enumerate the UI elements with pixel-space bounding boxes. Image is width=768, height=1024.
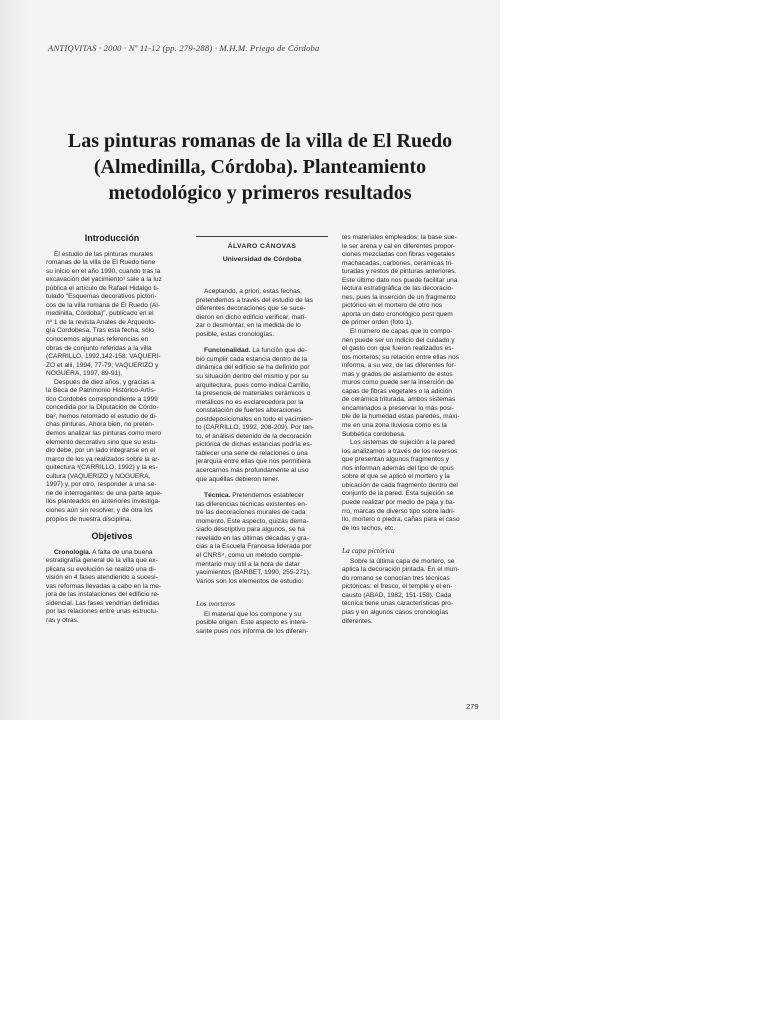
section-heading-objetivos: Objetivos — [91, 531, 133, 542]
text-line: me en una zona lluviosa como es la — [342, 422, 447, 430]
text-line: tre las decoraciones murales de cada — [196, 509, 306, 517]
text-line: sante pues nos informa de los diferen- — [196, 627, 309, 635]
title-line: (Almedinilla, Córdoba). Planteamiento — [93, 156, 427, 178]
text-line: pictórico en el mortero de otro nos — [342, 302, 443, 310]
text-line: pictóricas: el fresco, el temple y el en- — [342, 583, 453, 591]
paragraph — [342, 439, 474, 533]
text-line: Los sistemas de sujeción a la pared — [350, 439, 455, 447]
text-line: el gasto con que fueron realizados es- — [342, 345, 454, 353]
text-line: llo, mortero o piedra, cañas para el caso — [342, 516, 460, 524]
text-line: sidencial. Las fases vendrían definidas — [46, 599, 160, 607]
text-line: tablecer una serie de relaciones o una — [196, 449, 308, 457]
text-line: muros como puede ser la inserción de — [342, 379, 454, 387]
run-in-heading: Técnica. — [204, 492, 231, 500]
text-line: visión en 4 fases atendiendo a sucesi- — [46, 574, 158, 582]
title-line: Las pinturas romanas de la villa de El Ruedo — [67, 130, 453, 152]
text-line: ciones aún sin resolver, y de otra los — [46, 506, 153, 514]
text-line: elemento decorativo sino que su estu- — [46, 438, 158, 446]
text-line: su situación dentro del mismo y por su — [196, 373, 309, 381]
text-line: rro, marcas de diverso tipo sobre ladri- — [342, 507, 455, 515]
text-line: Después de diez años, y gracias a — [54, 378, 155, 386]
subsection-heading: La capa pictórica — [342, 546, 395, 556]
text-line: por las relaciones entre unas estructu- — [46, 608, 159, 616]
author-affiliation: Universidad de Córdoba — [222, 255, 302, 263]
text-line: estratigrafía general de la villa que ex- — [46, 557, 158, 565]
text-line: demos analizar las pinturas como mero — [46, 430, 162, 438]
article-title — [40, 128, 480, 206]
spacer — [196, 339, 328, 347]
paragraph — [46, 251, 178, 379]
text-line: jora de las instalaciones del edificio re- — [46, 591, 160, 599]
text-line: diferentes. — [342, 617, 373, 625]
text-line: dio debe, por un lado integrarse en el — [46, 447, 156, 455]
column-1 — [46, 234, 178, 626]
text-line: los analizamos a través de los reversos — [342, 447, 458, 455]
text-line: gía Cordobesa. Tras esta fecha, sólo — [46, 327, 154, 335]
text-line: El estudio de las pinturas murales — [54, 250, 153, 258]
text-line: propios de nuestra disciplina. — [46, 515, 132, 523]
text-line: postdeposicionales en todo el yacimien- — [196, 415, 313, 423]
text-line: de cerámica triturada, ambos sistemas — [342, 396, 456, 404]
text-line: técnica tiene unas características pro- — [342, 600, 454, 608]
run-in-heading: Cronología. — [54, 548, 91, 556]
text-line: chas pinturas. Ahora bien, no preten- — [46, 421, 155, 429]
text-line: Varios son los elementos de estudio: — [196, 577, 304, 585]
run-in-heading: Funcionalidad. — [204, 347, 251, 355]
spacer — [196, 484, 328, 492]
text-line: Sobre la última capa de mortero, se — [350, 557, 455, 565]
text-line: mas y grados de aislamiento de estos — [342, 370, 453, 378]
text-line: dinámica del edificio se ha definido por — [196, 364, 310, 372]
text-line: tulado "Esquemas decorativos pictóri- — [46, 293, 157, 301]
text-line: cias a la Escuela Francesa liderada por — [196, 543, 312, 551]
text-run: La función que de- — [250, 347, 307, 355]
paragraph — [342, 558, 474, 626]
text-line: NOGUERA, 1997, 89-91). — [46, 370, 123, 378]
text-line: ZO et alii, 1994, 77-79; VAQUERIZO y — [46, 361, 159, 369]
text-line: do romano se conocían tres técnicas — [342, 574, 450, 582]
text-line: tes materiales empleados; la base sue- — [342, 234, 457, 241]
paragraph — [196, 501, 328, 586]
text-line: aporta un dato cronológico post quem — [342, 310, 453, 318]
text-line: yacimientos (BARBET, 1990, 255-271). — [196, 569, 311, 577]
text-line: revelado en las últimas décadas y gra- — [196, 534, 309, 542]
text-line: que presentan algunos fragmentos y — [342, 456, 450, 464]
page-number: 279 — [466, 702, 479, 711]
text-line: ba², hemos retomado el estudio de di- — [46, 412, 158, 420]
text-line: la presencia de materiales cerámicos o — [196, 390, 311, 398]
spacer — [196, 586, 328, 594]
spacer — [342, 533, 474, 541]
text-line: to, el análisis detenido de la decoración — [196, 432, 312, 440]
text-line: ble de la humedad estas paredes, máxi- — [342, 413, 460, 421]
text-line: marco de los ya realizados sobre la ar- — [46, 455, 160, 463]
text-line: sobre el que se aplicó el mortero y la — [342, 473, 450, 481]
paragraph-lead — [196, 347, 328, 356]
text-line: to (CARRILLO, 1992, 208-209). Por tan- — [196, 424, 315, 432]
text-line: cos de la villa romana de El Ruedo (Al- — [46, 301, 160, 309]
text-line: cultura (VAQUERIZO y NOGUERA, — [46, 472, 151, 480]
text-line: ciones mezcladas con fibras vegetales — [342, 251, 455, 259]
text-line: (CARRILLO, 1992,142-158; VAQUERI- — [46, 353, 161, 361]
text-line: Aceptando, a priori, estas fechas, — [204, 288, 302, 296]
text-line: nen puede ser un indicio del cuidado y — [342, 336, 455, 344]
paragraph-lead — [46, 549, 178, 558]
text-line: ubicación de cada fragmento dentro del — [342, 481, 458, 489]
text-line: causto (ABAD, 1982, 151-158). Cada — [342, 591, 452, 599]
text-line: tico Cordobés correspondiente a 1999 — [46, 395, 158, 403]
column-2 — [196, 234, 328, 636]
text-line: 1997) y, por otro, responder a una se- — [46, 481, 157, 489]
text-line: El material que los compone y su — [204, 610, 302, 618]
paragraph — [342, 328, 474, 439]
paragraph — [196, 611, 328, 637]
text-line: El número de capas que lo compo- — [350, 328, 453, 336]
text-line: conjunto de la pared. Esta sujeción se — [342, 490, 454, 498]
text-line: posible, estas cronologías. — [196, 330, 275, 338]
text-line: mentario muy útil a la hora de datar — [196, 560, 300, 568]
text-line: le ser arena y cal en diferentes propor- — [342, 242, 456, 250]
paragraph — [46, 379, 178, 524]
author-name: ÁLVARO CÁNOVAS — [227, 243, 297, 250]
text-line: llos planteados en anteriores investiga- — [46, 498, 161, 506]
text-line: bió cumplir cada estancia dentro de la — [196, 355, 308, 363]
text-line: Este último dato nos puede facilitar una — [342, 276, 458, 284]
paragraph — [46, 557, 178, 625]
text-line: nº 1 de la revista Anales de Arqueolo- — [46, 318, 156, 326]
text-line: capas de fibras vegetales o la adición — [342, 387, 452, 395]
text-line: rie de interrogantes: de una parte aque- — [46, 489, 163, 497]
text-line: puede realizar por medio de paja y ba- — [342, 498, 455, 506]
text-line: zar o desmontar, en la medida de lo — [196, 322, 301, 330]
text-run: Pretendemos establecer — [230, 492, 304, 500]
text-line: quitectura ³(CARRILLO, 1992) y la es- — [46, 464, 158, 472]
text-line: pias y en algunos casos cronologías — [342, 608, 449, 616]
text-line: turadas y restos de pinturas anteriores. — [342, 268, 457, 276]
text-line: de los techos, etc. — [342, 524, 396, 532]
text-line: aplica la decoración pintada. En el mun- — [342, 566, 460, 574]
text-line: pretendemos a través del estudio de las — [196, 296, 313, 304]
section-heading-introduction: Introducción — [84, 233, 140, 243]
text-line: nes, pues la inserción de un fragmento — [342, 293, 456, 301]
text-line: ras y otras. — [46, 616, 79, 624]
text-line: concedida por la Diputación de Córdo- — [46, 404, 159, 412]
text-line: tos morteros; su relación entre ellas nos — [342, 353, 459, 361]
text-line: acercarnos más profundamente al uso — [196, 467, 309, 475]
paragraph-lead — [196, 492, 328, 501]
text-line: lectura estratigráfica de las decoracio- — [342, 285, 454, 293]
text-line: metálicos no es esclarecedora por la — [196, 398, 304, 406]
text-line: obras de conjunto referidas a la villa — [46, 344, 152, 352]
text-line: posible origen. Este aspecto es intere- — [196, 619, 309, 627]
text-line: pictórica de dichas estancias podría es- — [196, 441, 312, 449]
text-line: plicara su evolución se realizó una di- — [46, 565, 156, 573]
paragraph — [196, 356, 328, 484]
text-line: vas reformas llevadas a cabo en la me- — [46, 582, 162, 590]
text-line: romanas de la villa de El Ruedo tiene — [46, 259, 156, 267]
scan-shadow — [0, 0, 30, 720]
divider — [196, 236, 328, 237]
title-line: metodológico y primeros resultados — [108, 182, 412, 204]
text-line: machacadas, carbones, cerámicas tri- — [342, 259, 454, 267]
text-line: encaminados a preservar lo más posi- — [342, 404, 454, 412]
text-line: jerarquía entre ellas que nos permitiera — [196, 458, 311, 466]
text-line: que aquéllas debieron tener. — [196, 475, 280, 483]
column-3 — [342, 234, 474, 626]
text-line: siado descriptivo para algunos, se ha — [196, 526, 305, 534]
paragraph — [196, 288, 328, 339]
paragraph — [342, 234, 474, 328]
text-line: Subbética cordobesa. — [342, 430, 406, 438]
text-line: su inicio en el año 1990, cuando tras la — [46, 267, 161, 275]
running-header: ANTIQVITAS · 2000 · Nº 11-12 (pp. 279-288) · M.H.M. Priego de Córdoba — [48, 43, 320, 53]
text-line: conocemos algunas referencias en — [46, 336, 149, 344]
text-line: la Beca de Patrimonio Histórico-Artís- — [46, 387, 156, 395]
text-run: A falta de una buena — [90, 548, 153, 556]
text-line: dieron en dicho edificio verificar, matí- — [196, 313, 307, 321]
text-line: el CNRS⁴, como un método comple- — [196, 551, 303, 559]
text-line: de primer orden (foto 1). — [342, 319, 414, 327]
text-line: momento. Este aspecto, quizás dema- — [196, 517, 309, 525]
text-line: arquitectura, pues como indica Carrillo, — [196, 381, 311, 389]
text-line: informa, a su vez, de las diferentes for- — [342, 362, 456, 370]
text-line: las diferencias técnicas existentes en- — [196, 500, 308, 508]
text-line: diferentes decoraciones que se suce- — [196, 305, 306, 313]
text-line: medinilla, Córdoba)", publicado en el — [46, 310, 154, 318]
text-line: pública el artículo de Rafael Hidalgo ti- — [46, 284, 159, 292]
subsection-heading: Los morteros — [196, 599, 235, 609]
text-line: constatación de fuertes alteraciones — [196, 407, 302, 415]
text-line: nos informan además del tipo de opus — [342, 464, 454, 472]
text-line: excavación del yacimiento¹ sale a la luz — [46, 276, 162, 284]
